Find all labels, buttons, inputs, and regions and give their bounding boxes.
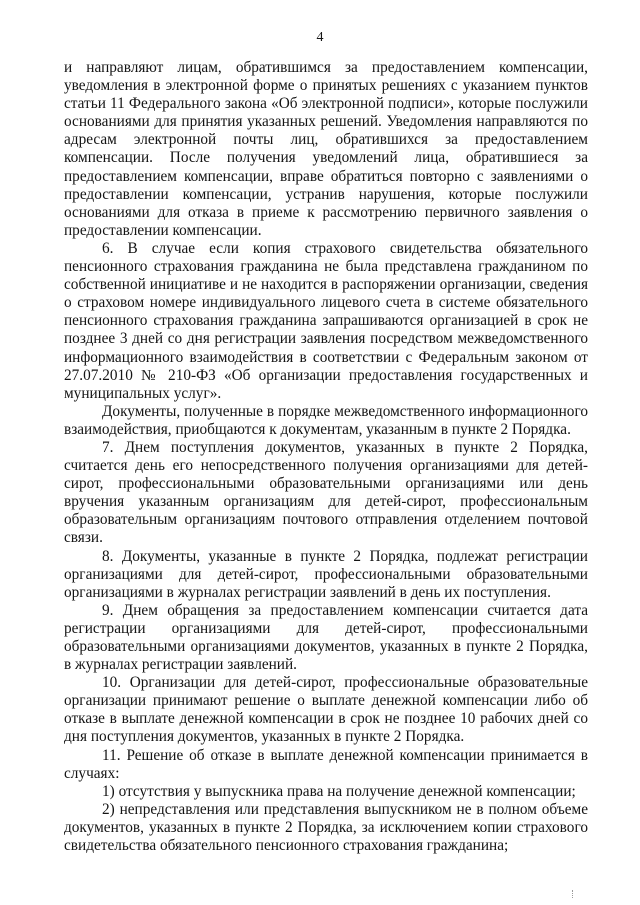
paragraph-item-6: 6. В случае если копия страхового свидетельства обязательного пенсионного страхования гражданина не была представлена гражданином по собственной инициативе и не находится в распоряжении организации, сведения о страховом номере индивидуального лицевого счета в системе обязательного пенсионного страхования гражданина запрашиваются организацией в срок не позднее 3 дней со дня регистрации заявления посредством межведомственного информационного взаимодействия в соответствии с Федеральным законом от 27.07.2010 № 210-ФЗ «Об организации предоставления государственных и муниципальных услуг». (64, 239, 588, 402)
paragraph-continuation: и направляют лицам, обратившимся за предоставлением компенсации, уведомления в электронной форме о принятых решениях с указанием пунктов статьи 11 Федерального закона «Об электронной подписи», которые послужили основаниями для принятия указанных решений. Уведомления направляются по адресам электронной почты лиц, обратившихся за предоставлением компенсации. После получения уведомлений лица, обратившиеся за предоставлением компенсации, вправе обратиться повторно с заявлениями о предоставлении компенсации, устранив нарушения, которые послужили основаниями для отказа в приеме к рассмотрению первичного заявления о предоставлении компенсации. (64, 59, 588, 239)
paragraph-documents-received: Документы, полученные в порядке межведомственного информационного взаимодействия, приобщаются к документам, указанным в пункте 2 Порядка. (64, 402, 588, 438)
list-item-2: 2) непредставления или представления выпускником не в полном объеме документов, указанных в пункте 2 Порядка, за исключением копии страхового свидетельства обязательного пенсионного страхования гражданина; (64, 800, 588, 855)
document-body (64, 59, 588, 855)
paragraph-item-7: 7. Днем поступления документов, указанных в пункте 2 Порядка, считается день его непосредственного получения организациями для детей-сирот, профессиональными образовательными организациями или день вручения указанным организациям для детей-сирот, профессиональным образовательным организациям почтового отправления отделением почтовой связи. (64, 438, 588, 547)
page-number: 4 (316, 30, 324, 45)
paragraph-item-9: 9. Днем обращения за предоставлением компенсации считается дата регистрации организациями для детей-сирот, профессиональными образовательными организациями документов, указанных в пункте 2 Порядка, в журналах регистрации заявлений. (64, 601, 588, 674)
paragraph-item-8: 8. Документы, указанные в пункте 2 Порядка, подлежат регистрации организациями для детей-сирот, профессиональными образовательными организациями в журналах регистрации заявлений в день их поступления. (64, 547, 588, 601)
paragraph-item-10: 10. Организации для детей-сирот, профессиональные образовательные организации принимают решение о выплате денежной компенсации либо об отказе в выплате денежной компенсации в срок не позднее 10 рабочих дней со дня поступления документов, указанных в пункте 2 Порядка. (64, 674, 588, 746)
scan-artifact (572, 890, 575, 898)
list-item-1: 1) отсутствия у выпускника права на получение денежной компенсации; (102, 782, 576, 800)
paragraph-item-11: 11. Решение об отказе в выплате денежной компенсации принимается в случаях: (64, 746, 588, 782)
